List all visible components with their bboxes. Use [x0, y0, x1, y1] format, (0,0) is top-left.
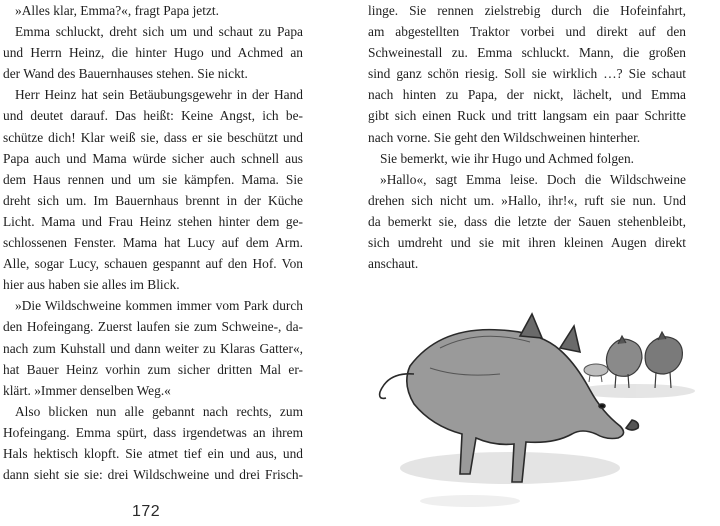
text-line: anschaut.: [368, 256, 419, 272]
text-line: Herr Heinz hat sein Betäubungsgewehr in der Hand: [15, 87, 303, 103]
small-boar-1: [606, 336, 642, 388]
text-line: drehen sich nicht um. »Hallo, ihr!«, ruft sie nun. Und: [368, 192, 686, 208]
text-line: da bemerkt sie, dass die letzte der Sauen stehenbleibt,: [368, 213, 686, 229]
text-line: linge. Sie rennen zielstrebig durch die Hofeinfahrt,: [368, 3, 686, 18]
text-line: Hals hektisch klopft. Sie atmet tief ein und aus, und: [3, 445, 303, 461]
wild-boar-illustration: [370, 296, 700, 518]
text-line: hat Bauer Heinz vorhin zum sicher dritten Mal er-: [3, 361, 303, 377]
right-text-column: [368, 0, 686, 274]
text-line: nach vorne. Sie geht den Wildschweinen hinterher.: [368, 129, 641, 145]
text-line: gibt sich einen Ruck und tritt langsam ein paar Schritte: [368, 108, 686, 124]
text-line: »Die Wildschweine kommen immer vom Park durch: [15, 298, 303, 314]
text-line: Sie bemerkt, wie ihr Hugo und Achmed folgen.: [380, 150, 634, 166]
piglet: [584, 364, 608, 382]
left-text-column: [3, 0, 303, 485]
text-line: nach zum Kuhstall und dann weiter zu Klaras Gatter«,: [3, 340, 303, 356]
text-line: Emma schluckt, dreht sich um und schaut zu Papa: [15, 24, 303, 40]
text-line: »Hallo«, sagt Emma leise. Doch die Wildschweine: [380, 171, 686, 187]
text-line: am abgestellten Traktor vorbei und direkt auf den: [368, 24, 686, 40]
text-line: Schweinestall zu. Emma schluckt. Mann, die großen: [368, 45, 686, 61]
text-line: sich umdreht und sie mit ihren kleinen Augen direkt: [368, 235, 686, 251]
text-line: Alle, sogar Lucy, schauen gespannt auf den Hof. Von: [3, 256, 303, 272]
small-boar-2: [645, 332, 682, 388]
text-line: und deutet darauf. Das heißt: Keine Angst, ich be-: [3, 108, 303, 124]
text-line: »Alles klar, Emma?«, fragt Papa jetzt.: [15, 3, 219, 18]
text-line: hier aus haben sie alles im Blick.: [3, 277, 180, 293]
text-line: schlossenen Fenster. Mama hat Lucy auf dem Arm.: [3, 235, 303, 251]
text-line: Also blicken nun alle gebannt nach rechts, zum: [15, 403, 303, 419]
text-line: Licht. Mama und Frau Heinz stehen hinter dem ge-: [3, 213, 303, 229]
text-line: Papa auch und Mama würde sicher auch schnell aus: [3, 150, 303, 166]
text-line: den Hofeingang. Zuerst laufen sie zum Schweine-, da-: [3, 319, 303, 335]
text-line: sind ganz schön riesig. Soll sie wirklich …? Sie schaut: [368, 66, 686, 82]
text-line: klärt. »Immer denselben Weg.«: [3, 382, 171, 398]
text-line: und Herrn Heinz, die hinter Hugo und Achmed an: [3, 45, 303, 61]
page-number: 172: [132, 503, 161, 520]
text-line: Hofeingang. Emma spürt, dass irgendetwas an ihrem: [3, 424, 303, 440]
text-line: dem Haus rennen und um sie kämpfen. Mama. Sie: [3, 171, 303, 187]
text-line: schütze dich! Klar weiß sie, dass er sie beschützt und: [3, 129, 303, 145]
text-line: der Wand des Bauernhauses stehen. Sie nickt.: [3, 66, 248, 82]
text-line: dreht sich um. Im Bauernhaus brennt in der Küche: [3, 192, 303, 208]
text-line: nach hinten zu Papa, der nickt, lächelt, und Emma: [368, 87, 686, 103]
text-line: dann sieht sie sie: drei Wildschweine und drei Frisch-: [3, 467, 303, 483]
